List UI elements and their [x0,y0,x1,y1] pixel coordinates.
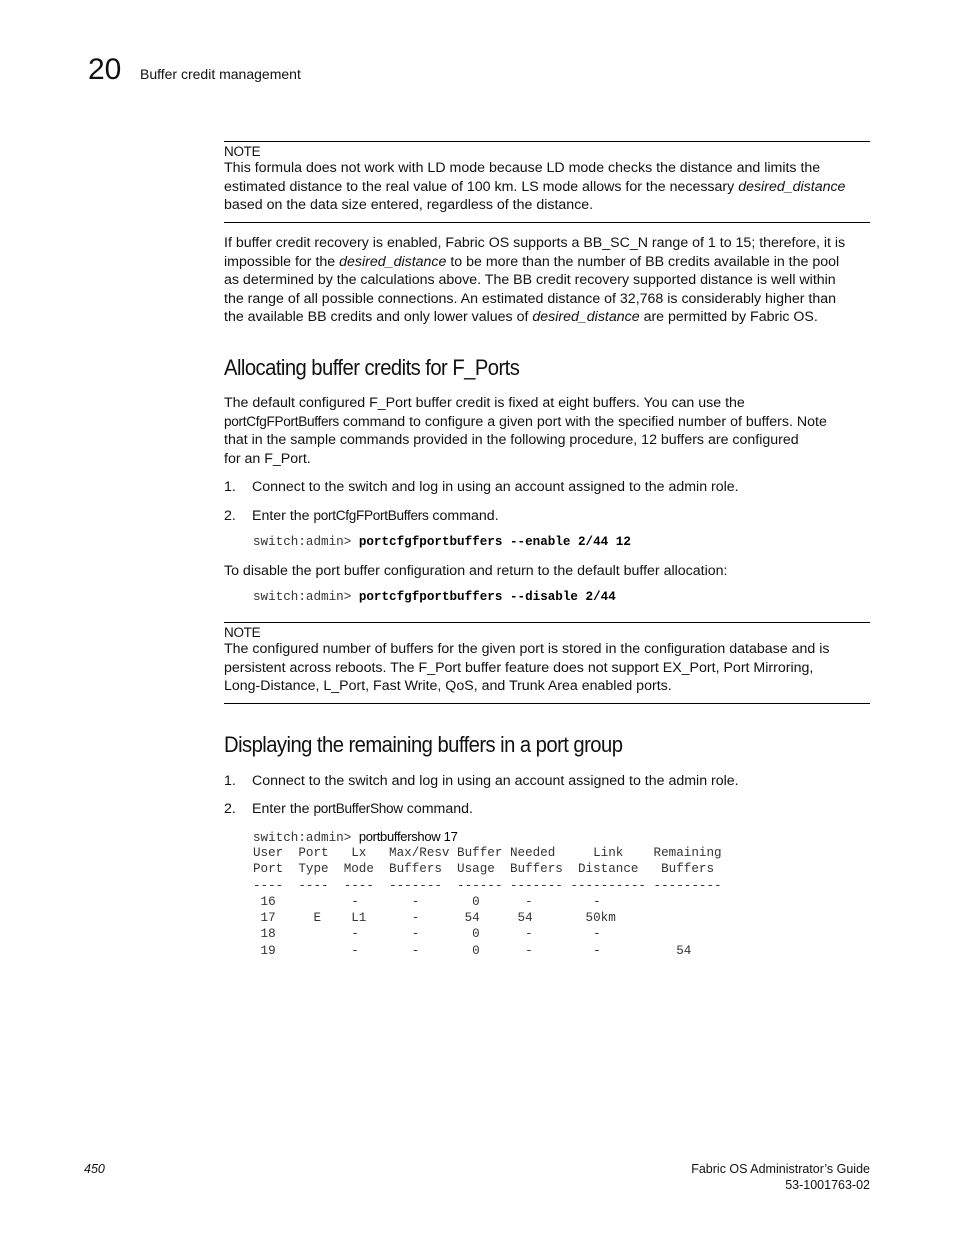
text-run: This formula does not work with LD mode because LD mode checks the distance and limits the [224,160,821,176]
paragraph-buffer-recovery [224,234,870,327]
text-line [224,271,870,290]
text-run: impossible for the [224,253,340,270]
italic-term: desired_distance [532,309,640,326]
command-name: portCfgFPortBuffers [313,508,429,523]
text-run: as determined by the calculations above. The BB credit recovery supported distance is well within [224,272,836,289]
command-name: portBufferShow [313,801,403,816]
table-header-line: Port Type Mode Buffers Usage Buffers Distance Buffers [253,862,715,877]
step-number: 1. [224,773,236,789]
step-text: Connect to the switch and log in using an account assigned to the admin role. [252,773,739,789]
heading-allocating-buffer-credits: Allocating buffer credits for F_Ports [224,355,520,380]
intro-line [224,413,870,432]
text-line [224,290,870,309]
text-run: the range of all possible connections. An estimated distance of 32,768 is considerably higher than [224,290,837,307]
code-command: portcfgfportbuffers --disable 2/44 [358,590,616,604]
text-run: estimated distance to the real value of 100 km. LS mode allows for the necessary [224,178,739,195]
code-sample-enable [253,535,631,549]
italic-term: desired_distance [339,253,447,270]
code-prompt: switch:admin> [253,590,359,604]
table-row: 18 - - 0 - - [253,927,601,942]
port-buffer-table [253,845,722,959]
text-line [224,159,870,178]
italic-term: desired_distance [738,178,846,195]
note-line: The configured number of buffers for the given port is stored in the configuration database and is [224,641,830,657]
command-name: portCfgFPortBuffers [224,413,339,429]
section-intro [224,394,870,468]
section-heading [224,355,870,381]
code-command: portbuffershow 17 [358,829,458,844]
note-top-rule [224,141,870,142]
step-text [252,507,499,525]
chapter-number: 20 [88,53,122,86]
step-text-pre: Enter the [252,508,314,524]
step-text-post: command. [402,801,473,817]
text-line [224,196,870,215]
step-number: 2. [224,508,236,524]
code-sample-portbuffershow [253,829,458,845]
table-header-line: User Port Lx Max/Resv Buffer Needed Link Remaining [253,846,722,860]
table-row: 16 - - 0 - - [253,894,601,909]
note-box [224,144,870,215]
step-number: 2. [224,801,236,817]
step-text-pre: Enter the [252,801,314,817]
note-bottom-rule [224,222,870,223]
note-body [224,159,870,215]
page-number: 450 [84,1162,105,1176]
text-run: to be more than the number of BB credits available in the pool [446,253,840,270]
note-label: NOTE [224,625,261,640]
chapter-title: Buffer credit management [140,66,301,82]
intro-line: for an F_Port. [224,450,311,467]
text-line [224,308,870,327]
table-header-line: ---- ---- ---- ------- ------ ------- ---------- --------- [253,878,722,893]
note-body [224,640,870,696]
table-row: 19 - - 0 - - 54 [253,943,692,958]
section-heading [224,732,870,758]
note-box [224,625,870,696]
note-bottom-rule [224,703,870,704]
note-line: persistent across reboots. The F_Port buffer feature does not support EX_Port, Port Mirroring, [224,659,814,676]
heading-displaying-remaining-buffers: Displaying the remaining buffers in a port group [224,732,623,757]
book-title: Fabric OS Administrator’s Guide [691,1162,870,1176]
text-line [224,253,870,272]
step-text [252,800,473,818]
step-text: Connect to the switch and log in using an account assigned to the admin role. [252,479,739,495]
text-run: If buffer credit recovery is enabled, Fabric OS supports a BB_SC_N range of 1 to 15; therefore, it is [224,235,846,251]
text-run: the available BB credits and only lower values of [224,309,533,326]
text-line [224,178,870,197]
table-row: 17 E L1 - 54 54 50km [253,911,616,926]
doc-number: 53-1001763-02 [785,1178,870,1192]
code-command: portcfgfportbuffers --enable 2/44 12 [358,535,631,549]
step-text-post: command. [428,508,499,524]
intro-line: The default configured F_Port buffer credit is fixed at eight buffers. You can use the [224,395,745,411]
note-top-rule [224,622,870,623]
code-prompt: switch:admin> [253,831,359,845]
disable-instruction: To disable the port buffer configuration and return to the default buffer allocation: [224,563,728,579]
step-number: 1. [224,479,236,495]
note-label: NOTE [224,144,261,159]
note-line: Long-Distance, L_Port, Fast Write, QoS, and Trunk Area enabled ports. [224,678,672,695]
text-run: based on the data size entered, regardless of the distance. [224,197,594,214]
code-prompt: switch:admin> [253,535,359,549]
text-line [224,234,870,253]
intro-text: command to configure a given port with the specified number of buffers. Note [338,413,827,430]
intro-line: that in the sample commands provided in the following procedure, 12 buffers are configured [224,432,799,449]
code-sample-disable [253,590,616,604]
text-run: are permitted by Fabric OS. [639,309,818,326]
